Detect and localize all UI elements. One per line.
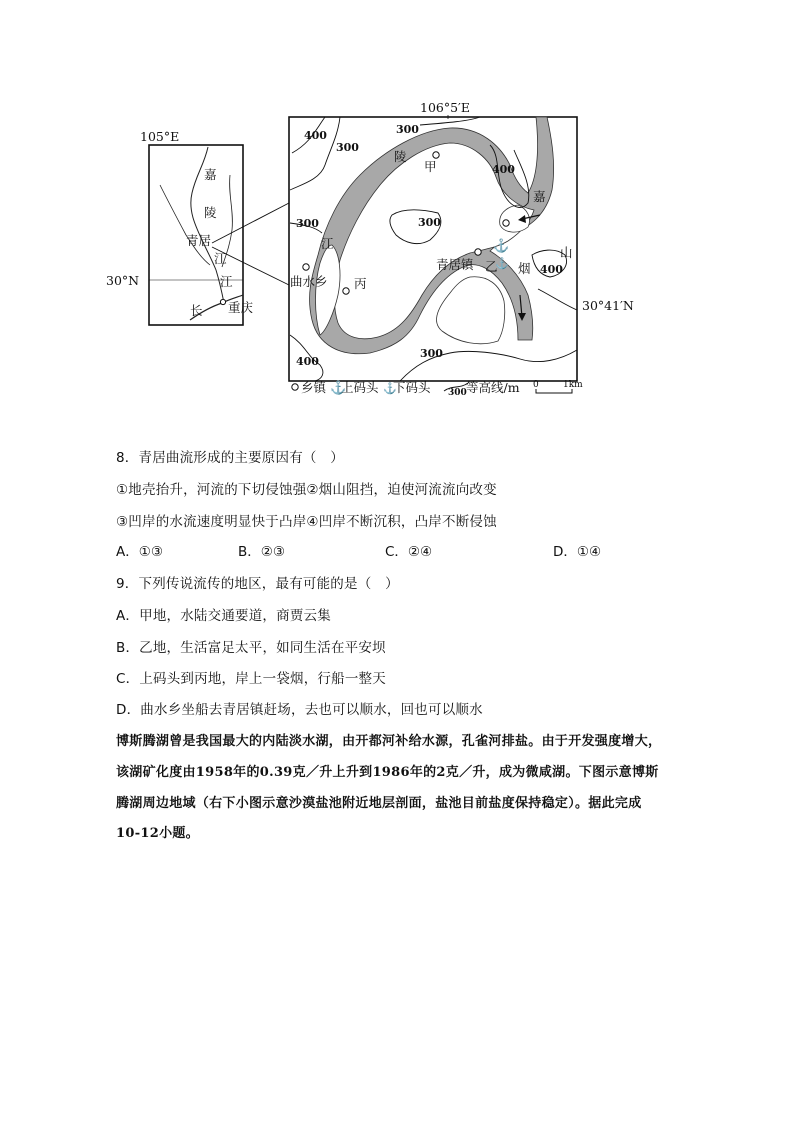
main-map: [289, 100, 634, 381]
inset-jiang2: 江: [220, 274, 233, 289]
passage-line-2: 该湖矿化度由1958年的0.39克／升上升到1986年的2克／升，成为微咸湖。下图示意博斯: [116, 765, 659, 780]
upper-dock-icon: ⚓: [493, 239, 510, 254]
contour-label-300-c: 300: [296, 217, 319, 230]
inset-jiang1: 江: [214, 251, 227, 266]
map-figure: [100, 95, 660, 405]
main-lat-label: 30°41′N: [582, 298, 634, 313]
contour-label-300-a: 300: [396, 123, 419, 136]
q8-option-b: B．②③: [238, 544, 285, 560]
main-bing: 丙: [354, 276, 367, 291]
main-yan: 烟: [518, 261, 531, 276]
legend-upper-dock: 上码头: [341, 380, 379, 395]
inset-chongqing: 重庆: [228, 300, 254, 315]
legend-upper-dock-icon: ⚓: [330, 381, 347, 396]
inset-chang: 长: [190, 303, 203, 318]
contour-label-400-d: 400: [296, 355, 319, 368]
passage-line-3: 腾湖周边地域（右下小图示意沙漠盐池附近地层剖面，盐池目前盐度保持稳定）。据此完成: [116, 796, 642, 811]
q8-line1: ①地壳抬升，河流的下切侵蚀强②烟山阻挡，迫使河流流向改变: [116, 482, 497, 498]
contour-label-300-d: 300: [418, 216, 441, 229]
inset-lat-label: 30°N: [106, 273, 140, 288]
inset-qingju: 青居: [186, 233, 212, 248]
passage-line-1: 博斯腾湖曾是我国最大的内陆淡水湖，由开都河补给水源，孔雀河排盐。由于开发强度增大，: [116, 734, 662, 749]
inset-map: [106, 129, 289, 325]
main-jia2: 嘉: [533, 189, 546, 204]
contour-label-400-a: 400: [304, 129, 327, 142]
q8-option-c: C．②④: [385, 544, 433, 560]
contour-label-300-b: 300: [336, 141, 359, 154]
q9-option-a: A．甲地，水陆交通要道，商贾云集: [116, 608, 331, 624]
q9-stem: 9．下列传说流传的地区，最有可能的是（ ）: [116, 576, 399, 592]
main-jiang: 江: [321, 236, 334, 251]
scale-km: 1km: [563, 380, 583, 390]
q9-option-c: C．上码头到丙地，岸上一袋烟，行船一整天: [116, 671, 386, 687]
scale-zero: 0: [533, 380, 539, 390]
legend-contour: 等高线/m: [466, 380, 520, 395]
q9-option-d: D．曲水乡坐船去青居镇赶场，去也可以顺水，回也可以顺水: [116, 702, 483, 718]
main-qingjuzhen: 青居镇: [436, 257, 474, 272]
main-ling: 陵: [394, 149, 407, 164]
passage-line-4: 10-12小题。: [116, 826, 199, 841]
inset-jia: 嘉: [204, 167, 217, 182]
inset-ling: 陵: [204, 205, 217, 220]
main-yi: 乙: [485, 259, 498, 274]
legend-lower-dock: 下码头: [393, 380, 431, 395]
legend-contour-value: 300: [448, 388, 467, 398]
lower-dock-icon: ⚓: [495, 257, 509, 270]
inset-lon-label: 105°E: [140, 129, 180, 144]
contour-label-300-e: 300: [420, 347, 443, 360]
q8-stem: 8．青居曲流形成的主要原因有（ ）: [116, 450, 344, 466]
main-lon-label: 106°5′E: [420, 100, 471, 115]
contour-label-400-c: 400: [540, 263, 563, 276]
q8-line2: ③凹岸的水流速度明显快于凸岸④凹岸不断沉积，凸岸不断侵蚀: [116, 514, 497, 530]
main-shan: 山: [560, 245, 573, 260]
legend: [292, 380, 583, 398]
main-jia: 甲: [424, 159, 437, 174]
contour-label-400-b: 400: [492, 163, 515, 176]
main-qushuixiang: 曲水乡: [290, 274, 328, 289]
legend-town: 乡镇: [301, 380, 327, 395]
q9-option-b: B．乙地，生活富足太平，如同生活在平安坝: [116, 640, 386, 656]
legend-lower-dock-icon: ⚓: [383, 382, 397, 395]
q8-option-d: D．①④: [553, 544, 602, 560]
q8-option-a: A．①③: [116, 544, 163, 560]
